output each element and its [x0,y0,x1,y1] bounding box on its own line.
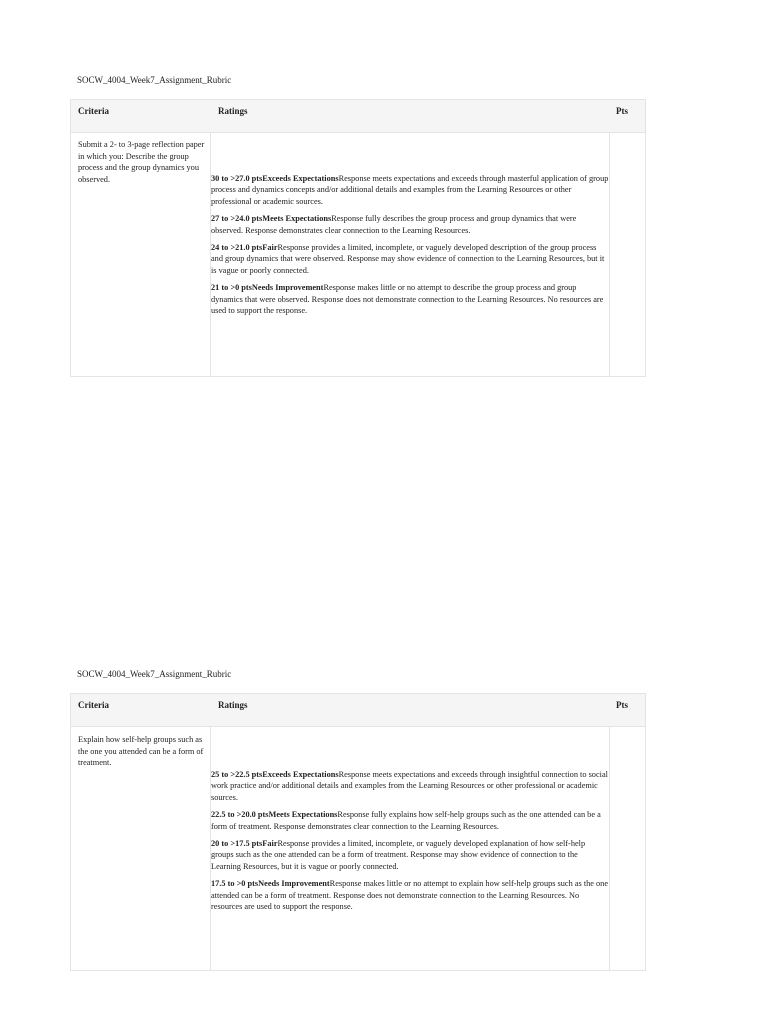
rating-fair: 20 to >17.5 ptsFairResponse provides a limited, incomplete, or vaguely developed explanation of how self-help groups such as the one attended can be a form of treatment. Response may show evidence of connection to the Learning Resources, but it is vague or poorly connected. [211,839,586,871]
ratings-header: Ratings [218,106,248,116]
document-title: SOCW_4004_Week7_Assignment_Rubric [77,75,232,85]
table-header [71,694,645,727]
ratings-list [211,173,609,322]
rubric-table [70,99,646,377]
rubric-table [70,693,646,971]
criteria-description: Explain how self-help groups such as the one you attended can be a form of treatment. [78,735,204,767]
criteria-description: Submit a 2- to 3-page reflection paper in which you: Describe the group process and the group dynamics you observed. [78,140,205,184]
ratings-list [211,769,609,918]
rating-fair: 24 to >21.0 ptsFairResponse provides a limited, incomplete, or vaguely developed description of the group process and group dynamics that were observed. Response may show evidence of connection to the Learning Resources, but it is vague or poorly connected. [211,243,605,275]
ratings-header: Ratings [218,700,248,710]
pts-header: Pts [616,106,628,116]
criteria-header: Criteria [78,106,109,116]
table-header [71,100,645,133]
rating-meets: 27 to >24.0 ptsMeets ExpectationsResponse fully describes the group process and group dynamics that were observed. Response demonstrates clear connection to the Learning Resources. [211,214,577,235]
rating-meets: 22.5 to >20.0 ptsMeets ExpectationsResponse fully explains how self-help groups such as the one attended can be a form of treatment. Response demonstrates clear connection to the Learning Resources. [211,810,601,831]
criteria-header: Criteria [78,700,109,710]
pts-header: Pts [616,700,628,710]
rating-needs-improvement: 21 to >0 ptsNeeds ImprovementResponse makes little or no attempt to describe the group process and group dynamics that were observed. Response does not demonstrate connection to the Learning Resources. No resources are used to support the response. [211,283,604,316]
rating-exceeds: 25 to >22.5 ptsExceeds ExpectationsResponse meets expectations and exceeds through insightful connection to social work practice and/or additional details and examples from the Learning Resources or other professional or academic sources. [211,770,608,802]
document-title: SOCW_4004_Week7_Assignment_Rubric [77,669,232,679]
rating-needs-improvement: 17.5 to >0 ptsNeeds ImprovementResponse makes little or no attempt to explain how self-help groups such as the one attended can be a form of treatment. Response does not demonstrate connection to the Learning Resources. No resources are used to support the response. [211,879,609,912]
rating-exceeds: 30 to >27.0 ptsExceeds ExpectationsResponse meets expectations and exceeds through masterful application of group process and dynamics concepts and/or additional details and examples from the Learning Resources or other professional or academic sources. [211,174,609,206]
